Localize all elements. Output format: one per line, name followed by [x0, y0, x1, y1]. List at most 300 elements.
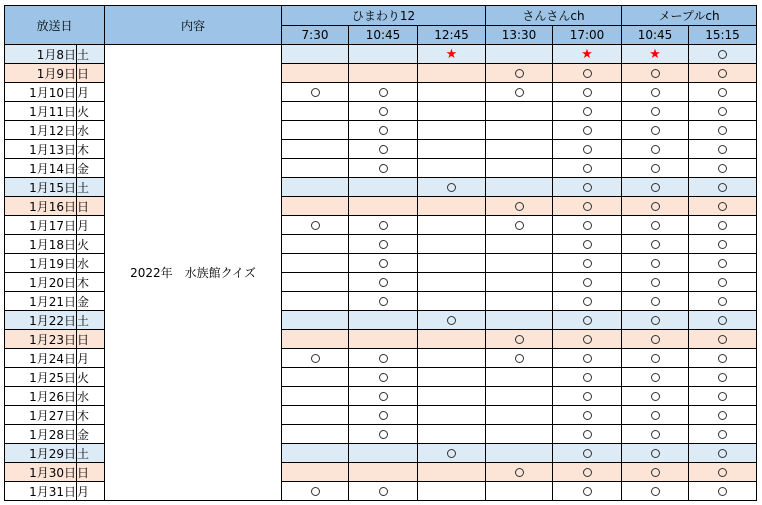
slot-cell — [622, 349, 689, 368]
weekday-cell: 日 — [77, 64, 105, 83]
circle-mark — [718, 278, 727, 287]
header-time: 17:00 — [553, 26, 622, 45]
circle-mark — [447, 183, 456, 192]
circle-mark — [718, 468, 727, 477]
circle-mark — [583, 183, 592, 192]
slot-cell — [622, 292, 689, 311]
slot-cell — [553, 311, 622, 330]
circle-mark — [651, 240, 660, 249]
circle-mark — [379, 430, 388, 439]
header-row-channels — [5, 6, 757, 26]
slot-cell — [486, 197, 553, 216]
slot-cell — [282, 216, 349, 235]
circle-mark — [651, 373, 660, 382]
slot-cell — [282, 45, 349, 64]
content-cell: 2022年 水族館クイズ — [105, 45, 282, 501]
slot-cell — [349, 463, 418, 482]
slot-cell — [689, 311, 757, 330]
circle-mark — [515, 202, 524, 211]
slot-cell — [622, 368, 689, 387]
slot-cell — [622, 178, 689, 197]
slot-cell — [689, 273, 757, 292]
header-channel-maple: メープルch — [622, 6, 757, 26]
weekday-cell: 日 — [77, 463, 105, 482]
circle-mark — [515, 468, 524, 477]
table-row — [5, 45, 757, 64]
circle-mark — [583, 278, 592, 287]
slot-cell — [486, 311, 553, 330]
date-cell: 1月12日 — [5, 121, 77, 140]
header-time: 10:45 — [349, 26, 418, 45]
weekday-cell: 木 — [77, 273, 105, 292]
slot-cell — [553, 425, 622, 444]
circle-mark — [651, 202, 660, 211]
circle-mark — [651, 354, 660, 363]
circle-mark — [718, 145, 727, 154]
circle-mark — [583, 69, 592, 78]
circle-mark — [379, 373, 388, 382]
circle-mark — [651, 297, 660, 306]
circle-mark — [583, 392, 592, 401]
header-time: 15:15 — [689, 26, 757, 45]
slot-cell — [622, 64, 689, 83]
slot-cell — [689, 121, 757, 140]
weekday-cell: 日 — [77, 330, 105, 349]
circle-mark — [379, 126, 388, 135]
circle-mark — [718, 316, 727, 325]
circle-mark — [379, 240, 388, 249]
slot-cell — [349, 121, 418, 140]
slot-cell — [282, 235, 349, 254]
slot-cell — [689, 102, 757, 121]
slot-cell — [418, 64, 486, 83]
slot-cell — [486, 387, 553, 406]
circle-mark — [718, 50, 727, 59]
slot-cell — [486, 292, 553, 311]
slot-cell — [418, 444, 486, 463]
slot-cell — [486, 482, 553, 501]
slot-cell — [349, 273, 418, 292]
circle-mark — [379, 487, 388, 496]
circle-mark — [583, 259, 592, 268]
slot-cell — [553, 121, 622, 140]
circle-mark — [718, 69, 727, 78]
circle-mark — [379, 88, 388, 97]
date-cell: 1月17日 — [5, 216, 77, 235]
slot-cell — [689, 178, 757, 197]
slot-cell — [553, 254, 622, 273]
slot-cell — [553, 444, 622, 463]
slot-cell — [349, 235, 418, 254]
slot-cell — [418, 349, 486, 368]
slot-cell — [418, 45, 486, 64]
slot-cell — [553, 235, 622, 254]
star-mark: ★ — [581, 47, 593, 62]
slot-cell — [553, 273, 622, 292]
date-cell: 1月18日 — [5, 235, 77, 254]
slot-cell — [282, 368, 349, 387]
date-cell: 1月20日 — [5, 273, 77, 292]
circle-mark — [718, 259, 727, 268]
slot-cell — [486, 64, 553, 83]
weekday-cell: 月 — [77, 216, 105, 235]
weekday-cell: 水 — [77, 387, 105, 406]
circle-mark — [583, 145, 592, 154]
slot-cell — [349, 254, 418, 273]
circle-mark — [651, 88, 660, 97]
slot-cell — [282, 406, 349, 425]
slot-cell — [418, 406, 486, 425]
slot-cell — [282, 140, 349, 159]
slot-cell — [282, 330, 349, 349]
slot-cell — [689, 197, 757, 216]
slot-cell — [622, 140, 689, 159]
slot-cell — [349, 444, 418, 463]
slot-cell — [553, 482, 622, 501]
circle-mark — [583, 202, 592, 211]
slot-cell — [349, 178, 418, 197]
circle-mark — [718, 240, 727, 249]
circle-mark — [379, 259, 388, 268]
circle-mark — [651, 164, 660, 173]
slot-cell — [553, 64, 622, 83]
slot-cell — [418, 83, 486, 102]
slot-cell — [418, 159, 486, 178]
slot-cell — [349, 159, 418, 178]
date-cell: 1月28日 — [5, 425, 77, 444]
slot-cell — [418, 254, 486, 273]
circle-mark — [379, 392, 388, 401]
circle-mark — [583, 449, 592, 458]
circle-mark — [651, 411, 660, 420]
slot-cell — [689, 349, 757, 368]
slot-cell — [349, 406, 418, 425]
slot-cell — [689, 425, 757, 444]
weekday-cell: 金 — [77, 425, 105, 444]
slot-cell — [622, 425, 689, 444]
circle-mark — [718, 126, 727, 135]
circle-mark — [583, 487, 592, 496]
slot-cell — [282, 102, 349, 121]
slot-cell — [349, 311, 418, 330]
circle-mark — [651, 107, 660, 116]
slot-cell — [486, 254, 553, 273]
circle-mark — [651, 278, 660, 287]
slot-cell — [282, 444, 349, 463]
weekday-cell: 土 — [77, 178, 105, 197]
slot-cell — [553, 387, 622, 406]
circle-mark — [583, 335, 592, 344]
slot-cell — [282, 83, 349, 102]
circle-mark — [651, 126, 660, 135]
weekday-cell: 水 — [77, 254, 105, 273]
slot-cell — [553, 178, 622, 197]
slot-cell — [282, 64, 349, 83]
slot-cell — [553, 368, 622, 387]
slot-cell — [486, 273, 553, 292]
slot-cell — [689, 216, 757, 235]
circle-mark — [515, 335, 524, 344]
slot-cell — [486, 406, 553, 425]
slot-cell — [622, 387, 689, 406]
circle-mark — [583, 221, 592, 230]
circle-mark — [583, 164, 592, 173]
circle-mark — [379, 297, 388, 306]
slot-cell — [282, 311, 349, 330]
circle-mark — [379, 411, 388, 420]
slot-cell — [622, 444, 689, 463]
date-cell: 1月11日 — [5, 102, 77, 121]
slot-cell — [418, 102, 486, 121]
date-cell: 1月24日 — [5, 349, 77, 368]
slot-cell — [622, 83, 689, 102]
circle-mark — [651, 316, 660, 325]
slot-cell — [689, 159, 757, 178]
slot-cell — [689, 140, 757, 159]
broadcast-schedule-table — [4, 5, 757, 501]
circle-mark — [718, 392, 727, 401]
slot-cell — [486, 140, 553, 159]
slot-cell — [418, 368, 486, 387]
date-cell: 1月10日 — [5, 83, 77, 102]
slot-cell — [349, 292, 418, 311]
slot-cell — [418, 121, 486, 140]
circle-mark — [311, 354, 320, 363]
circle-mark — [583, 297, 592, 306]
circle-mark — [718, 430, 727, 439]
header-content: 内容 — [105, 6, 282, 45]
schedule-body — [5, 45, 757, 501]
slot-cell — [689, 330, 757, 349]
weekday-cell: 木 — [77, 406, 105, 425]
circle-mark — [515, 88, 524, 97]
header-broadcast-date: 放送日 — [5, 6, 105, 45]
weekday-cell: 土 — [77, 444, 105, 463]
slot-cell — [282, 178, 349, 197]
slot-cell — [282, 254, 349, 273]
weekday-cell: 日 — [77, 197, 105, 216]
slot-cell — [282, 482, 349, 501]
circle-mark — [583, 240, 592, 249]
slot-cell — [622, 311, 689, 330]
circle-mark — [379, 145, 388, 154]
slot-cell — [418, 387, 486, 406]
slot-cell — [689, 406, 757, 425]
circle-mark — [718, 335, 727, 344]
slot-cell — [282, 159, 349, 178]
slot-cell — [418, 273, 486, 292]
date-cell: 1月16日 — [5, 197, 77, 216]
slot-cell — [689, 292, 757, 311]
slot-cell — [349, 330, 418, 349]
weekday-cell: 月 — [77, 83, 105, 102]
weekday-cell: 火 — [77, 368, 105, 387]
weekday-cell: 金 — [77, 292, 105, 311]
slot-cell — [689, 64, 757, 83]
slot-cell — [486, 444, 553, 463]
slot-cell — [486, 330, 553, 349]
circle-mark — [379, 221, 388, 230]
slot-cell — [418, 482, 486, 501]
slot-cell — [553, 159, 622, 178]
circle-mark — [651, 335, 660, 344]
weekday-cell: 火 — [77, 102, 105, 121]
slot-cell — [486, 463, 553, 482]
circle-mark — [651, 259, 660, 268]
circle-mark — [651, 221, 660, 230]
slot-cell — [486, 349, 553, 368]
slot-cell — [553, 330, 622, 349]
slot-cell — [418, 330, 486, 349]
slot-cell — [689, 387, 757, 406]
circle-mark — [379, 278, 388, 287]
weekday-cell: 土 — [77, 45, 105, 64]
circle-mark — [651, 430, 660, 439]
date-cell: 1月22日 — [5, 311, 77, 330]
circle-mark — [718, 354, 727, 363]
weekday-cell: 金 — [77, 159, 105, 178]
slot-cell — [622, 216, 689, 235]
weekday-cell: 土 — [77, 311, 105, 330]
weekday-cell: 木 — [77, 140, 105, 159]
circle-mark — [651, 487, 660, 496]
slot-cell — [282, 463, 349, 482]
header-time: 12:45 — [418, 26, 486, 45]
slot-cell — [622, 463, 689, 482]
slot-cell — [689, 463, 757, 482]
slot-cell — [622, 159, 689, 178]
circle-mark — [718, 487, 727, 496]
slot-cell — [349, 45, 418, 64]
slot-cell — [418, 178, 486, 197]
slot-cell — [553, 197, 622, 216]
slot-cell — [689, 444, 757, 463]
slot-cell — [486, 83, 553, 102]
date-cell: 1月30日 — [5, 463, 77, 482]
slot-cell — [282, 121, 349, 140]
circle-mark — [718, 183, 727, 192]
slot-cell — [689, 254, 757, 273]
slot-cell — [486, 102, 553, 121]
slot-cell — [282, 197, 349, 216]
slot-cell — [282, 273, 349, 292]
slot-cell — [349, 482, 418, 501]
circle-mark — [583, 107, 592, 116]
slot-cell — [622, 273, 689, 292]
slot-cell — [418, 463, 486, 482]
slot-cell — [349, 425, 418, 444]
circle-mark — [718, 373, 727, 382]
date-cell: 1月31日 — [5, 482, 77, 501]
date-cell: 1月26日 — [5, 387, 77, 406]
circle-mark — [583, 430, 592, 439]
date-cell: 1月23日 — [5, 330, 77, 349]
circle-mark — [311, 88, 320, 97]
slot-cell — [486, 45, 553, 64]
header-time: 7:30 — [282, 26, 349, 45]
date-cell: 1月13日 — [5, 140, 77, 159]
date-cell: 1月9日 — [5, 64, 77, 83]
circle-mark — [718, 297, 727, 306]
weekday-cell: 月 — [77, 482, 105, 501]
circle-mark — [447, 316, 456, 325]
weekday-cell: 火 — [77, 235, 105, 254]
slot-cell — [622, 45, 689, 64]
circle-mark — [515, 221, 524, 230]
circle-mark — [718, 411, 727, 420]
slot-cell — [418, 425, 486, 444]
slot-cell — [622, 406, 689, 425]
slot-cell — [282, 425, 349, 444]
circle-mark — [583, 316, 592, 325]
circle-mark — [379, 354, 388, 363]
slot-cell — [622, 330, 689, 349]
circle-mark — [311, 487, 320, 496]
slot-cell — [349, 387, 418, 406]
circle-mark — [651, 69, 660, 78]
circle-mark — [651, 392, 660, 401]
slot-cell — [349, 102, 418, 121]
slot-cell — [486, 425, 553, 444]
date-cell: 1月21日 — [5, 292, 77, 311]
header-time: 10:45 — [622, 26, 689, 45]
header-channel-himawari: ひまわり12 — [282, 6, 486, 26]
circle-mark — [515, 354, 524, 363]
circle-mark — [718, 221, 727, 230]
slot-cell — [622, 254, 689, 273]
circle-mark — [583, 468, 592, 477]
slot-cell — [282, 292, 349, 311]
circle-mark — [651, 468, 660, 477]
slot-cell — [689, 83, 757, 102]
slot-cell — [553, 463, 622, 482]
slot-cell — [553, 140, 622, 159]
star-mark: ★ — [649, 47, 661, 62]
date-cell: 1月27日 — [5, 406, 77, 425]
circle-mark — [583, 126, 592, 135]
slot-cell — [349, 216, 418, 235]
circle-mark — [379, 107, 388, 116]
slot-cell — [349, 83, 418, 102]
circle-mark — [311, 221, 320, 230]
header-time: 13:30 — [486, 26, 553, 45]
slot-cell — [486, 368, 553, 387]
slot-cell — [553, 83, 622, 102]
circle-mark — [379, 164, 388, 173]
star-mark: ★ — [445, 47, 458, 62]
slot-cell — [622, 482, 689, 501]
circle-mark — [718, 164, 727, 173]
circle-mark — [583, 411, 592, 420]
slot-cell — [553, 102, 622, 121]
slot-cell — [282, 387, 349, 406]
date-cell: 1月29日 — [5, 444, 77, 463]
slot-cell — [349, 64, 418, 83]
slot-cell — [689, 368, 757, 387]
slot-cell — [622, 102, 689, 121]
slot-cell — [689, 235, 757, 254]
circle-mark — [718, 449, 727, 458]
slot-cell — [282, 349, 349, 368]
slot-cell — [689, 482, 757, 501]
date-cell: 1月14日 — [5, 159, 77, 178]
slot-cell — [418, 197, 486, 216]
slot-cell — [553, 349, 622, 368]
date-cell: 1月15日 — [5, 178, 77, 197]
circle-mark — [718, 202, 727, 211]
slot-cell — [553, 45, 622, 64]
circle-mark — [651, 449, 660, 458]
